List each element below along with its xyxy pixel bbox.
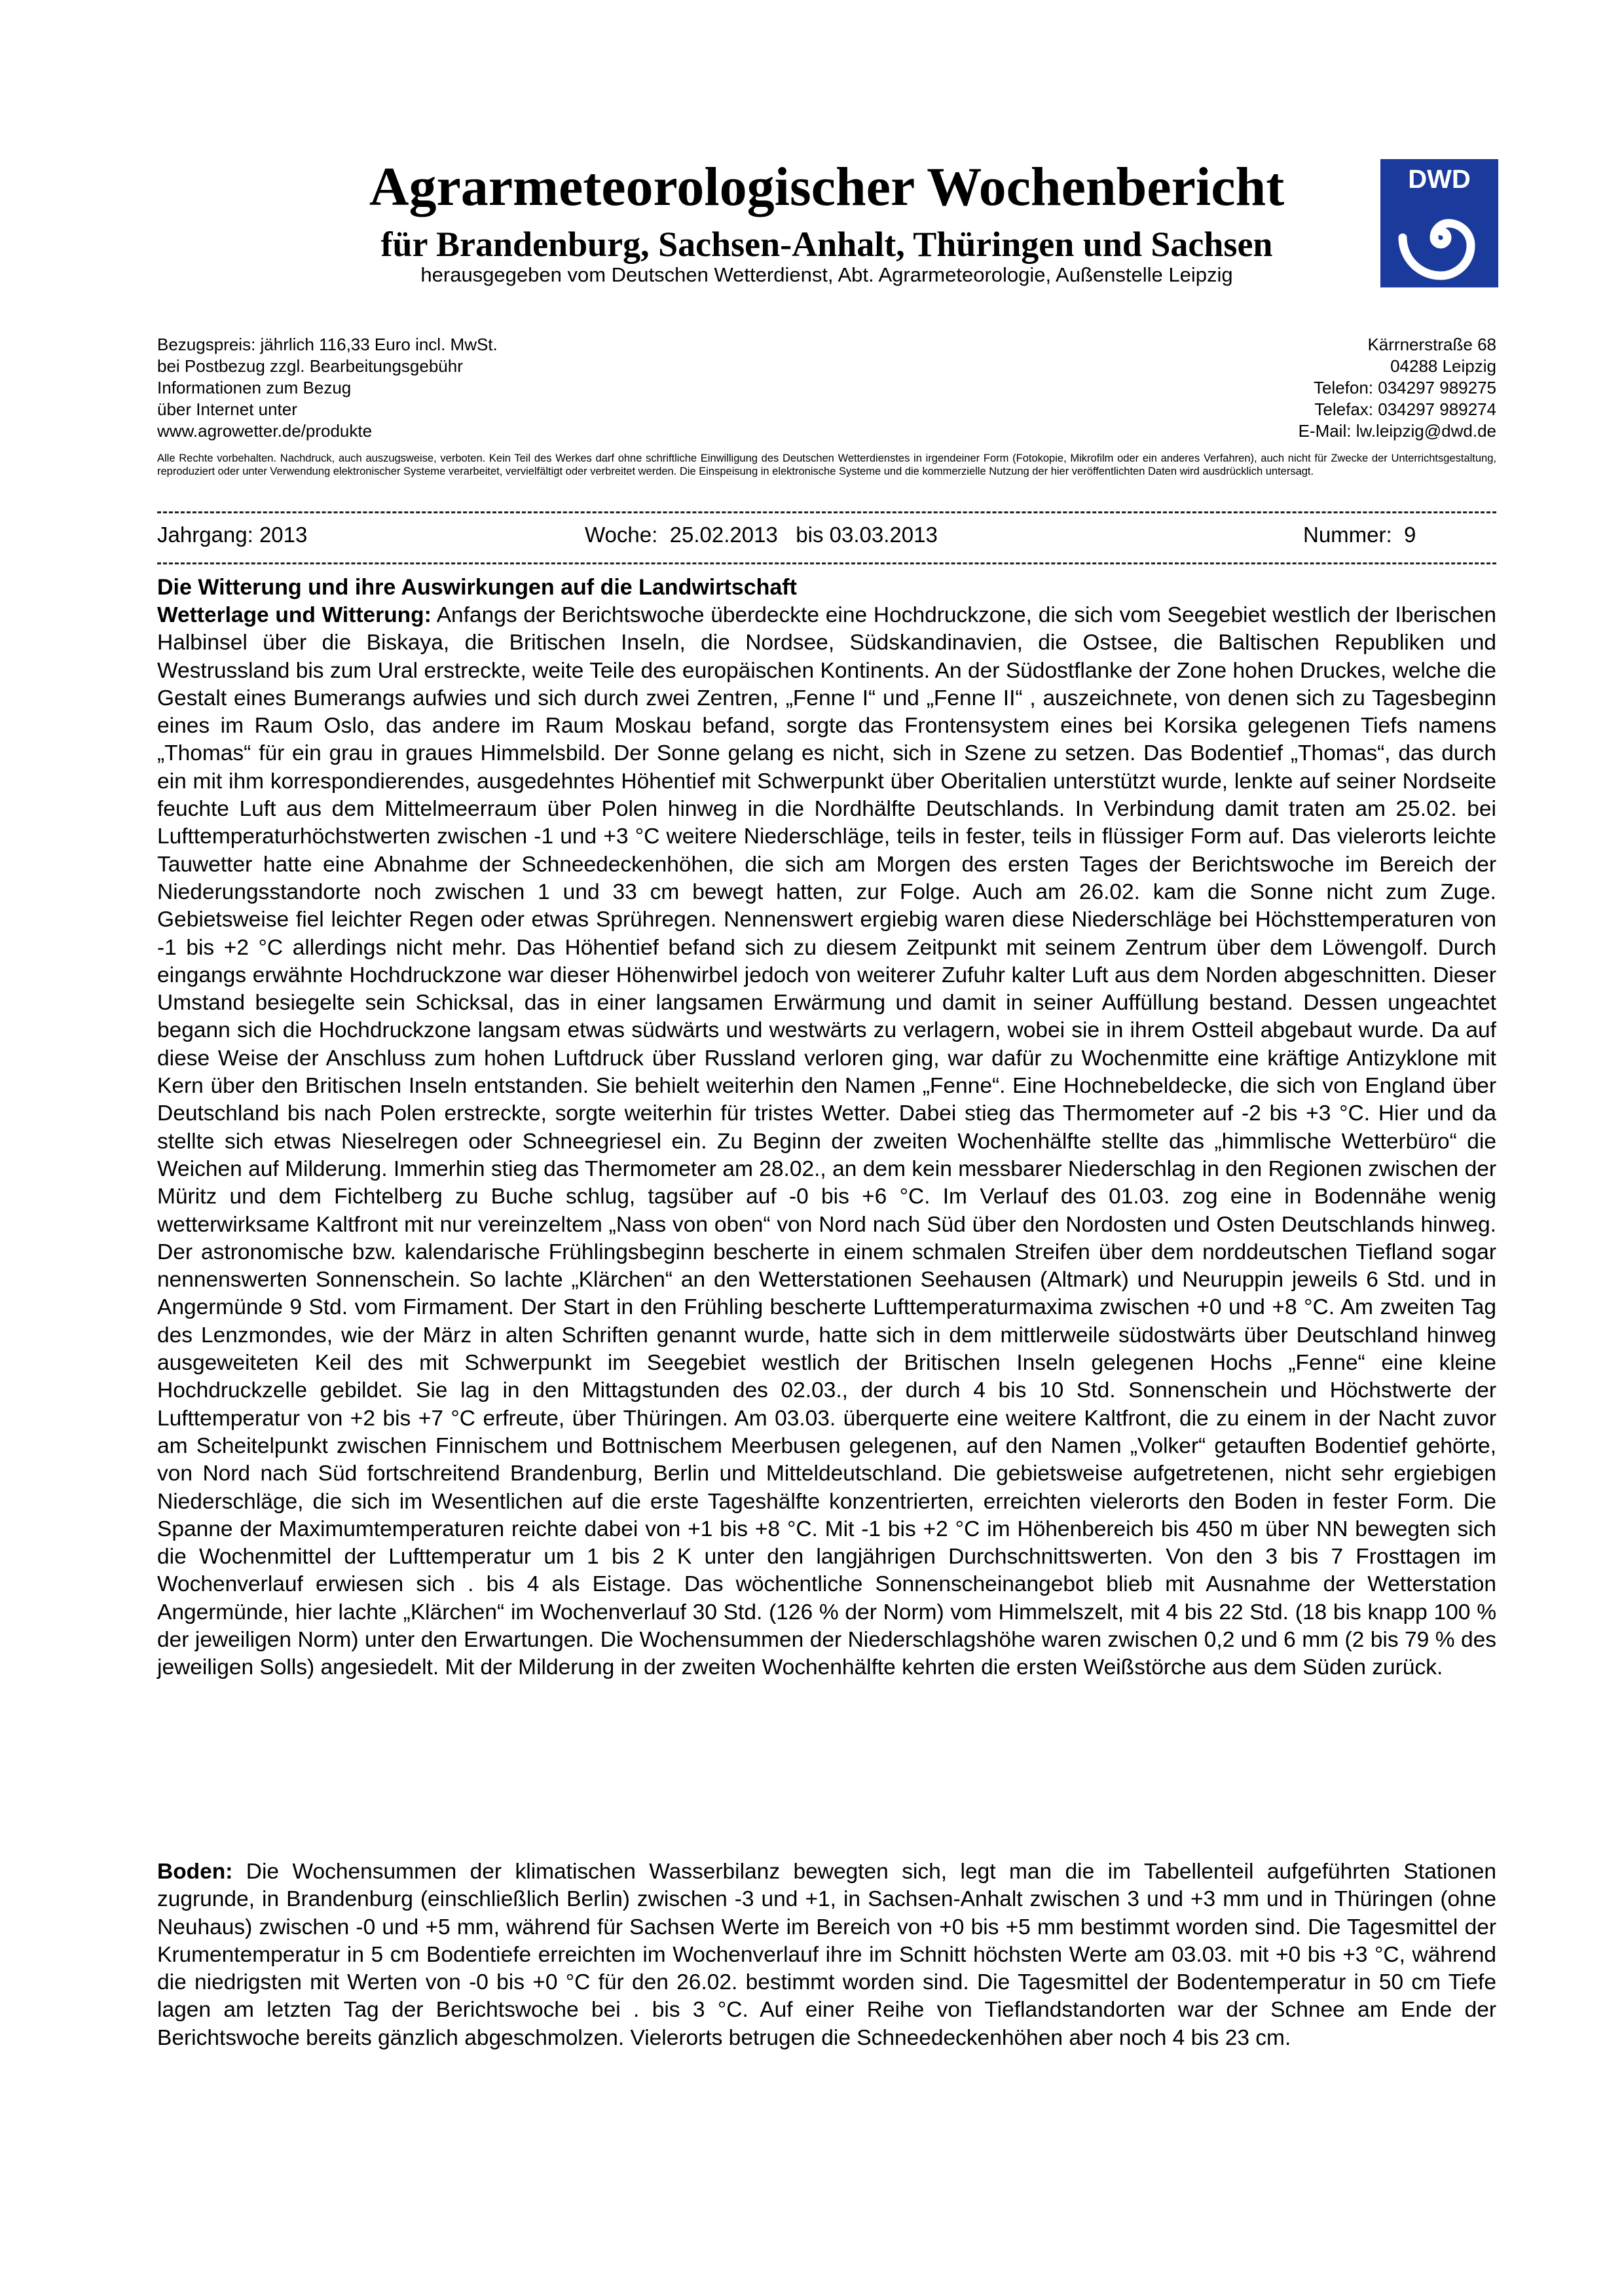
divider-bottom xyxy=(157,562,1496,564)
soil-label: Boden: xyxy=(157,1860,233,1884)
info-line: über Internet unter xyxy=(157,399,297,419)
divider-top xyxy=(157,511,1496,513)
email-link[interactable]: lw.leipzig@dwd.de xyxy=(1356,421,1496,441)
contact-address xyxy=(982,334,1496,442)
report-title: Agrarmeteorologischer Wochenbericht xyxy=(369,156,1285,217)
weather-text: Anfangs der Berichtswoche überdeckte eine Hochdruckzone, die sich vom Seegebiet westlich der Iberischen Halbinsel über die Biskaya, die Britischen Inseln, die Nordsee, Südskandinavien, die Ostsee, die Baltischen Republiken und Westrussland bis zum Ural erstreckte, weite Teile des europäischen Kontinents. An der Südostflanke der Zone hohen Druckes, welche die Gestalt eines Bumerangs aufwies und sich durch zwei Zentren, „Fenne I“ und „Fenne II“ , auszeichnete, von denen sich zu Tagesbeginn eines im Raum Oslo, das andere im Raum Moskau befand, sorgte das Frontensystem eines bei Korsika gelegenen Tiefs namens „Thomas“ für ein grau in graues Himmelsbild. Der Sonne gelang es nicht, sich in Szene zu setzen. Das Bodentief „Thomas“, das durch ein mit ihm korrespondierendes, ausgedehntes Höhentief mit Schwerpunkt über Oberitalien unterstützt wurde, lenkte auf seiner Nordseite feuchte Luft aus dem Mittelmeerraum über Polen hinweg in die Nordhälfte Deutschlands. In Verbindung damit traten am 25.02. bei Lufttemperaturhöchstwerten zwischen -1 und +3 °C weitere Niederschläge, teils in fester, teils in flüssiger Form auf. Das vielerorts leichte Tauwetter hatte eine Abnahme der Schneedeckenhöhen, die sich am Morgen des ersten Tages der Berichtswoche im Bereich der Niederungsstandorte noch zwischen 1 und 33 cm bewegt hatten, zur Folge. Auch am 26.02. kam die Sonne nicht zum Zuge. Gebietsweise fiel leichter Regen oder etwas Sprühregen. Nennenswert ergiebig waren diese Niederschläge bei Höchsttemperaturen von -1 bis +2 °C allerdings nicht mehr. Das Höhentief befand sich zu diesem Zeitpunkt mit seinem Zentrum über dem Löwengolf. Durch eingangs erwähnte Hochdruckzone war dieser Höhenwirbel jedoch von weiterer Zufuhr kalter Luft aus dem Norden abgeschnitten. Dieser Umstand besiegelte sein Schicksal, das in einer langsamen Erwärmung und damit in seiner Auffüllung bestand. Dessen ungeachtet begann sich die Hochdruckzone langsam etwas südwärts und westwärts zu verlagern, wobei sie in ihrem Ostteil abgebaut wurde. Da auf diese Weise der Anschluss zum hohen Luftdruck über Russland verloren ging, war dafür zu Wochenmitte eine kräftige Antizyklone mit Kern über den Britischen Inseln entstanden. Sie behielt weiterhin den Namen „Fenne“. Eine Hochnebeldecke, die sich von England über Deutschland bis nach Polen erstreckte, sorgte weiterhin für tristes Wetter. Dabei stieg das Thermometer auf -2 bis +3 °C. Hier und da stellte sich etwas Nieselregen oder Schneegriesel ein. Zu Beginn der zweiten Wochenhälfte stellte das „himmlische Wetterbüro“ die Weichen auf Milderung. Immerhin stieg das Thermometer am 28.02., an dem kein messbarer Niederschlag in den Regionen zwischen der Müritz und dem Fichtelberg zu Buche schlug, tagsüber auf -0 bis +6 °C. Im Verlauf des 01.03. zog eine in Bodennähe wenig wetterwirksame Kaltfront mit nur vereinzeltem „Nass von oben“ von Nord nach Süd über den Nordosten und Osten Deutschlands hinweg. Der astronomische bzw. kalendarische Frühlingsbeginn bescherte in einem schmalen Streifen über dem norddeutschen Tiefland sogar nennenswerten Sonnenschein. So lachte „Klärchen“ an den Wetterstationen Seehausen (Altmark) und Neuruppin jeweils 6 Std. und in Angermünde 9 Std. vom Firmament. Der Start in den Frühling bescherte Lufttemperaturmaxima zwischen +0 und +8 °C. Am zweiten Tag des Lenzmondes, wie der März in alten Schriften genannt wurde, hatte sich in dem mittlerweile südostwärts über Deutschland hinweg ausgeweiteten Keil des mit Schwerpunkt im Seegebiet westlich der Britischen Inseln gelegenen Hochs „Fenne“ eine kleine Hochdruckzelle gebildet. Sie lag in den Mittagstunden des 02.03., der durch 4 bis 10 Std. Sonnenschein und Höchstwerte der Lufttemperatur von +2 bis +7 °C erfreute, über Thüringen. Am 03.03. überquerte eine weitere Kaltfront, die zu einem in der Nacht zuvor am Scheitelpunkt zwischen Finnischem und Bottnischem Meerbusen gelegenen, auf den Namen „Volker“ getauften Bodentief gehörte, von Nord nach Süd fortschreitend Brandenburg, Berlin und Mitteldeutschland. Die gebietsweise aufgetretenen, nicht sehr ergiebigen Niederschläge, die sich im Wesentlichen auf die erste Tageshälfte konzentrierten, erreichten vielerorts den Boden in fester Form. Die Spanne der Maximumtemperaturen reichte dabei von +1 bis +8 °C. Mit -1 bis +2 °C im Höhenbereich bis 450 m über NN bewegten sich die Wochenmittel der Lufttemperatur um 1 bis 2 K unter den langjährigen Durchschnittswerten. Von den 3 bis 7 Frosttagen im Wochenverlauf erwiesen sich . bis 4 als Eistage. Das wöchentliche Sonnenscheinangebot blieb mit Ausnahme der Wetterstation Angermünde, hier lachte „Klärchen“ im Wochenverlauf 30 Std. (126 % der Norm) vom Himmelszelt, mit 4 bis 22 Std. (18 bis knapp 100 % der jeweiligen Norm) unter den Erwartungen. Die Wochensummen der Niederschlagshöhe waren zwischen 0,2 und 6 mm (2 bis 79 % des jeweiligen Solls) angesiedelt. Mit der Milderung in der zweiten Wochenhälfte kehrten die ersten Weißstörche aus dem Süden zurück. xyxy=(157,603,1496,1680)
dwd-logo xyxy=(1380,159,1498,287)
dwd-logo-text: DWD xyxy=(1408,165,1471,194)
soil-text: Die Wochensummen der klimatischen Wasserbilanz bewegten sich, legt man die im Tabellenteil aufgeführten Stationen zugrunde, in Brandenburg (einschließlich Berlin) zwischen -3 und +1, in Sachsen-Anhalt zwischen 3 und +3 mm und in Thüringen (ohne Neuhaus) zwischen -0 und +5 mm, während für Sachsen Werte im Bereich von +0 bis +5 mm bestimmt worden sind. Die Tagesmittel der Krumentemperatur in 5 cm Bodentiefe erreichten im Wochenverlauf ihre im Schnitt höchsten Werte am 03.03. mit +0 bis +3 °C, während die niedrigsten mit Werten von -0 bis +0 °C für den 26.02. bestimmt worden sind. Die Tagesmittel der Bodentemperatur in 50 cm Tiefe lagen am letzten Tag der Berichtswoche bei . bis 3 °C. Auf einer Reihe von Tieflandstandorten war der Schnee am Ende der Berichtswoche bereits gänzlich abgeschmolzen. Vielerorts betrugen die Schneedeckenhöhen aber noch 4 bis 23 cm. xyxy=(157,1860,1496,2050)
website-link[interactable]: www.agrowetter.de/produkte xyxy=(157,421,373,441)
section-title: Die Witterung und ihre Auswirkungen auf die Landwirtschaft xyxy=(157,575,797,600)
publisher-line: herausgegeben vom Deutschen Wetterdienst, Abt. Agrarmeteorologie, Außenstelle Leipzig xyxy=(420,263,1233,286)
email-label: E-Mail: xyxy=(1298,421,1352,441)
info-line: Informationen zum Bezug xyxy=(157,378,352,397)
volume-year: Jahrgang: 2013 xyxy=(157,523,308,547)
email-line xyxy=(982,420,1496,442)
issue-number: Nummer: 9 xyxy=(1303,523,1416,547)
rights-notice: Alle Rechte vorbehalten. Nachdruck, auch auszugsweise, verboten. Kein Teil des Werkes darf ohne schriftliche Einwilligung des Deutschen Wetterdienstes in irgendeiner Form (Fotokopie, Mikrofilm oder ein anderes Verfahren), auch nicht für Zwecke der Unterrichtsgestaltung, reproduziert oder unter Verwendung elektronischer Systeme verarbeitet, vervielfältigt oder verbreitet werden. Die Einspeisung in elektronische Systeme und die kommerzielle Nutzung der hier veröffentlichten Daten wird ausdrücklich untersagt. xyxy=(157,452,1496,477)
weather-paragraph xyxy=(157,602,1496,1682)
weather-label: Wetterlage und Witterung: xyxy=(157,603,432,627)
info-line: bei Postbezug zzgl. Bearbeitungsgebühr xyxy=(157,356,463,376)
soil-paragraph xyxy=(157,1858,1496,2052)
address-street: Kärrnerstraße 68 xyxy=(1367,335,1496,354)
report-subtitle: für Brandenburg, Sachsen-Anhalt, Thüringen und Sachsen xyxy=(380,225,1273,264)
week-range: Woche: 25.02.2013 bis 03.03.2013 xyxy=(585,523,938,547)
phone-number: Telefon: 034297 989275 xyxy=(1313,378,1496,397)
subscription-info xyxy=(157,334,747,442)
address-city: 04288 Leipzig xyxy=(1390,356,1496,376)
fax-number: Telefax: 034297 989274 xyxy=(1314,399,1496,419)
info-line: Bezugspreis: jährlich 116,33 Euro incl. MwSt. xyxy=(157,335,498,354)
